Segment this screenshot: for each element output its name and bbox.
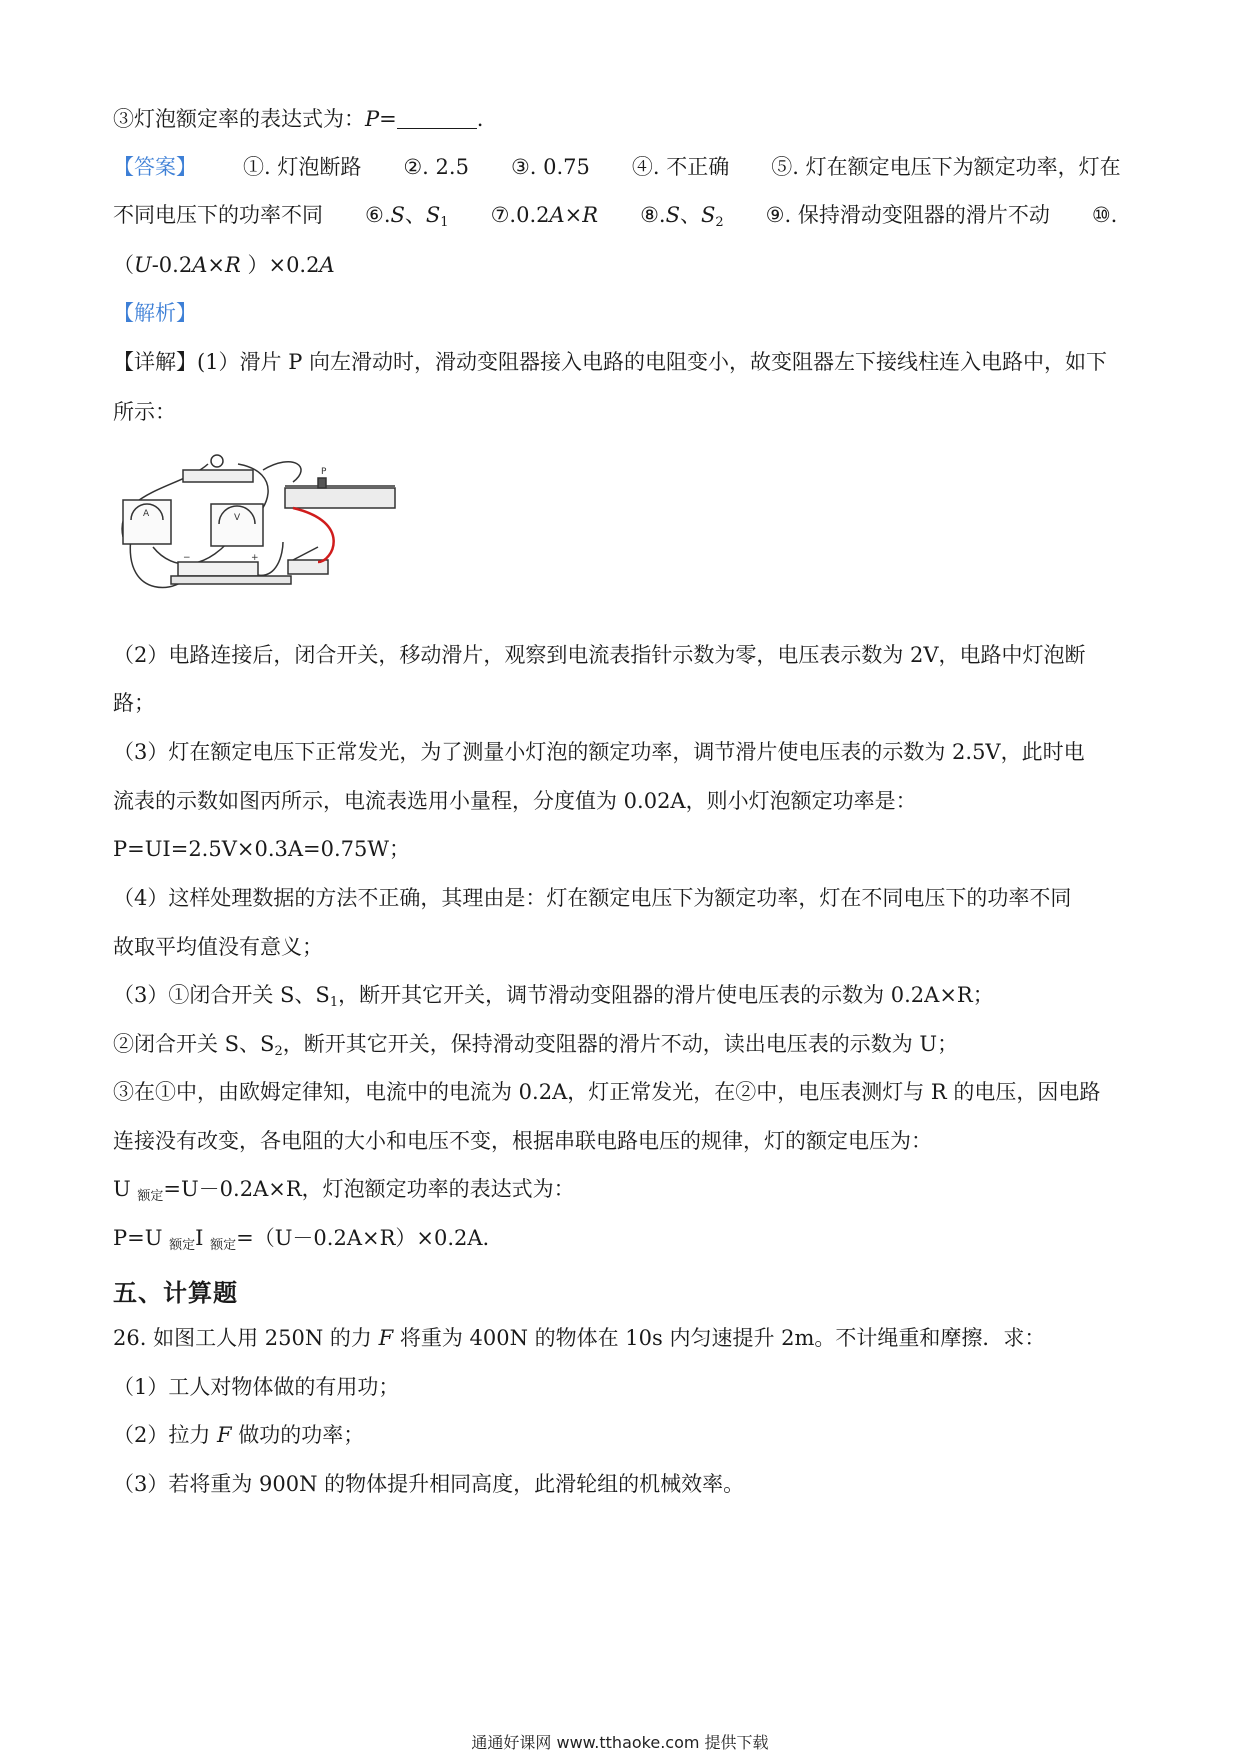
q26-stem: 26. 如图工人用 250N 的力 F 将重为 400N 的物体在 10s 内匀速提升 2m。不计绳重和摩擦．求： bbox=[113, 1326, 1046, 1350]
q3-suffix: . bbox=[476, 107, 484, 131]
q26-sub-3: （3）若将重为 900N 的物体提升相同高度，此滑轮组的机械效率。 bbox=[113, 1472, 745, 1496]
lamp-base bbox=[183, 470, 253, 482]
answer-5: ⑤. 灯在额定电压下为额定功率，灯在 bbox=[771, 155, 1121, 179]
detail-p7: ③在①中，由欧姆定律知，电流中的电流为 0.2A，灯正常发光，在②中，电压表测灯与 R 的电压，因电路 bbox=[113, 1080, 1101, 1104]
answer-4: ④. 不正确 bbox=[631, 155, 730, 179]
answer-tag: 【答案】 bbox=[113, 155, 197, 179]
rheostat-slider bbox=[318, 478, 326, 488]
lamp-bulb bbox=[211, 455, 223, 467]
wire bbox=[263, 462, 301, 482]
battery bbox=[178, 562, 258, 576]
q3-line bbox=[113, 104, 483, 134]
answer-line-3: （U-0.2A×R ）×0.2A bbox=[113, 253, 335, 277]
answer-2: ②. 2.5 bbox=[403, 155, 469, 179]
answer-line-1 bbox=[113, 152, 1121, 182]
detail-p3-formula: P=UI=2.5V×0.3A=0.75W； bbox=[113, 837, 410, 861]
q3-prefix: ③灯泡额定率的表达式为： bbox=[113, 107, 365, 131]
voltmeter-label: V bbox=[234, 513, 241, 523]
detail-p3-cont: 流表的示数如图丙所示，电流表选用小量程，分度值为 0.02A，则小灯泡额定功率是： bbox=[113, 789, 917, 813]
q3-p-var: P bbox=[365, 107, 380, 131]
ammeter-label: A bbox=[143, 509, 150, 519]
answer-blank bbox=[397, 108, 477, 129]
footer-source: 通通好课网 www.tthaoke.com 提供下载 bbox=[471, 1733, 769, 1752]
q3-eq: = bbox=[379, 107, 397, 131]
answer-9: ⑨. 保持滑动变阻器的滑片不动 bbox=[765, 203, 1050, 227]
detail-tag: 【详解】 bbox=[113, 350, 197, 374]
detail-p5: （3）①闭合开关 S、$S_1$，断开其它开关，调节滑动变阻器的滑片使电压表的示数为 0.2A×R； bbox=[113, 983, 994, 1010]
answer-5-cont: 不同电压下的功率不同 bbox=[113, 203, 323, 227]
battery-plus: + bbox=[251, 553, 259, 563]
detail-p2-cont: 路； bbox=[113, 691, 155, 715]
q26-sub-1: （1）工人对物体做的有用功； bbox=[113, 1375, 400, 1399]
answer-7: ⑦.0.2A×R bbox=[490, 203, 599, 227]
analysis-tag: 【解析】 bbox=[113, 301, 197, 325]
answer-8: ⑧.S、$S_2$ bbox=[640, 203, 724, 230]
answer-10: ⑩. bbox=[1091, 203, 1118, 227]
answer-6: ⑥.S、$S_1$ bbox=[365, 203, 449, 230]
detail-p4: （4）这样处理数据的方法不正确，其理由是：灯在额定电压下为额定功率，灯在不同电压下的功率不同 bbox=[113, 886, 1072, 910]
detail-p3: （3）灯在额定电压下正常发光，为了测量小灯泡的额定功率，调节滑片使电压表的示数为 2.5V，此时电 bbox=[113, 740, 1085, 764]
detail-p4-cont: 故取平均值没有意义； bbox=[113, 935, 323, 959]
ammeter bbox=[123, 500, 171, 544]
detail-p9: P=U $_{额定}$I $_{额定}$=（U－0.2A×R）×0.2A. bbox=[113, 1226, 490, 1253]
detail-p6: ②闭合开关 S、$S_2$，断开其它开关，保持滑动变阻器的滑片不动，读出电压表的示数为 U； bbox=[113, 1032, 959, 1059]
detail-p1: 【详解】(1）滑片 P 向左滑动时，滑动变阻器接入电路的电阻变小，故变阻器左下接线柱连入电路中，如下 bbox=[113, 350, 1108, 374]
section-title: 五、计算题 bbox=[113, 1279, 238, 1307]
answer-line-2 bbox=[113, 200, 1117, 230]
rheostat-label-p: P bbox=[321, 467, 327, 477]
detail-p2: （2）电路连接后，闭合开关，移动滑片，观察到电流表指针示数为零，电压表示数为 2V，电路中灯泡断 bbox=[113, 643, 1086, 667]
answer-1: ①. 灯泡断路 bbox=[243, 155, 362, 179]
detail-p1-cont: 所示： bbox=[113, 400, 176, 424]
answer-3: ③. 0.75 bbox=[510, 155, 590, 179]
voltmeter bbox=[211, 504, 263, 546]
circuit-figure bbox=[113, 452, 403, 612]
detail-p8: U $_{额定}$=U－0.2A×R，灯泡额定功率的表达式为： bbox=[113, 1177, 575, 1204]
battery-minus: − bbox=[183, 553, 191, 563]
q26-sub-2: （2）拉力 F 做功的功率； bbox=[113, 1423, 365, 1447]
detail-p7-cont: 连接没有改变，各电阻的大小和电压不变，根据串联电路电压的规律，灯的额定电压为： bbox=[113, 1129, 932, 1153]
rheostat bbox=[285, 488, 395, 508]
red-connecting-wire bbox=[293, 508, 334, 562]
